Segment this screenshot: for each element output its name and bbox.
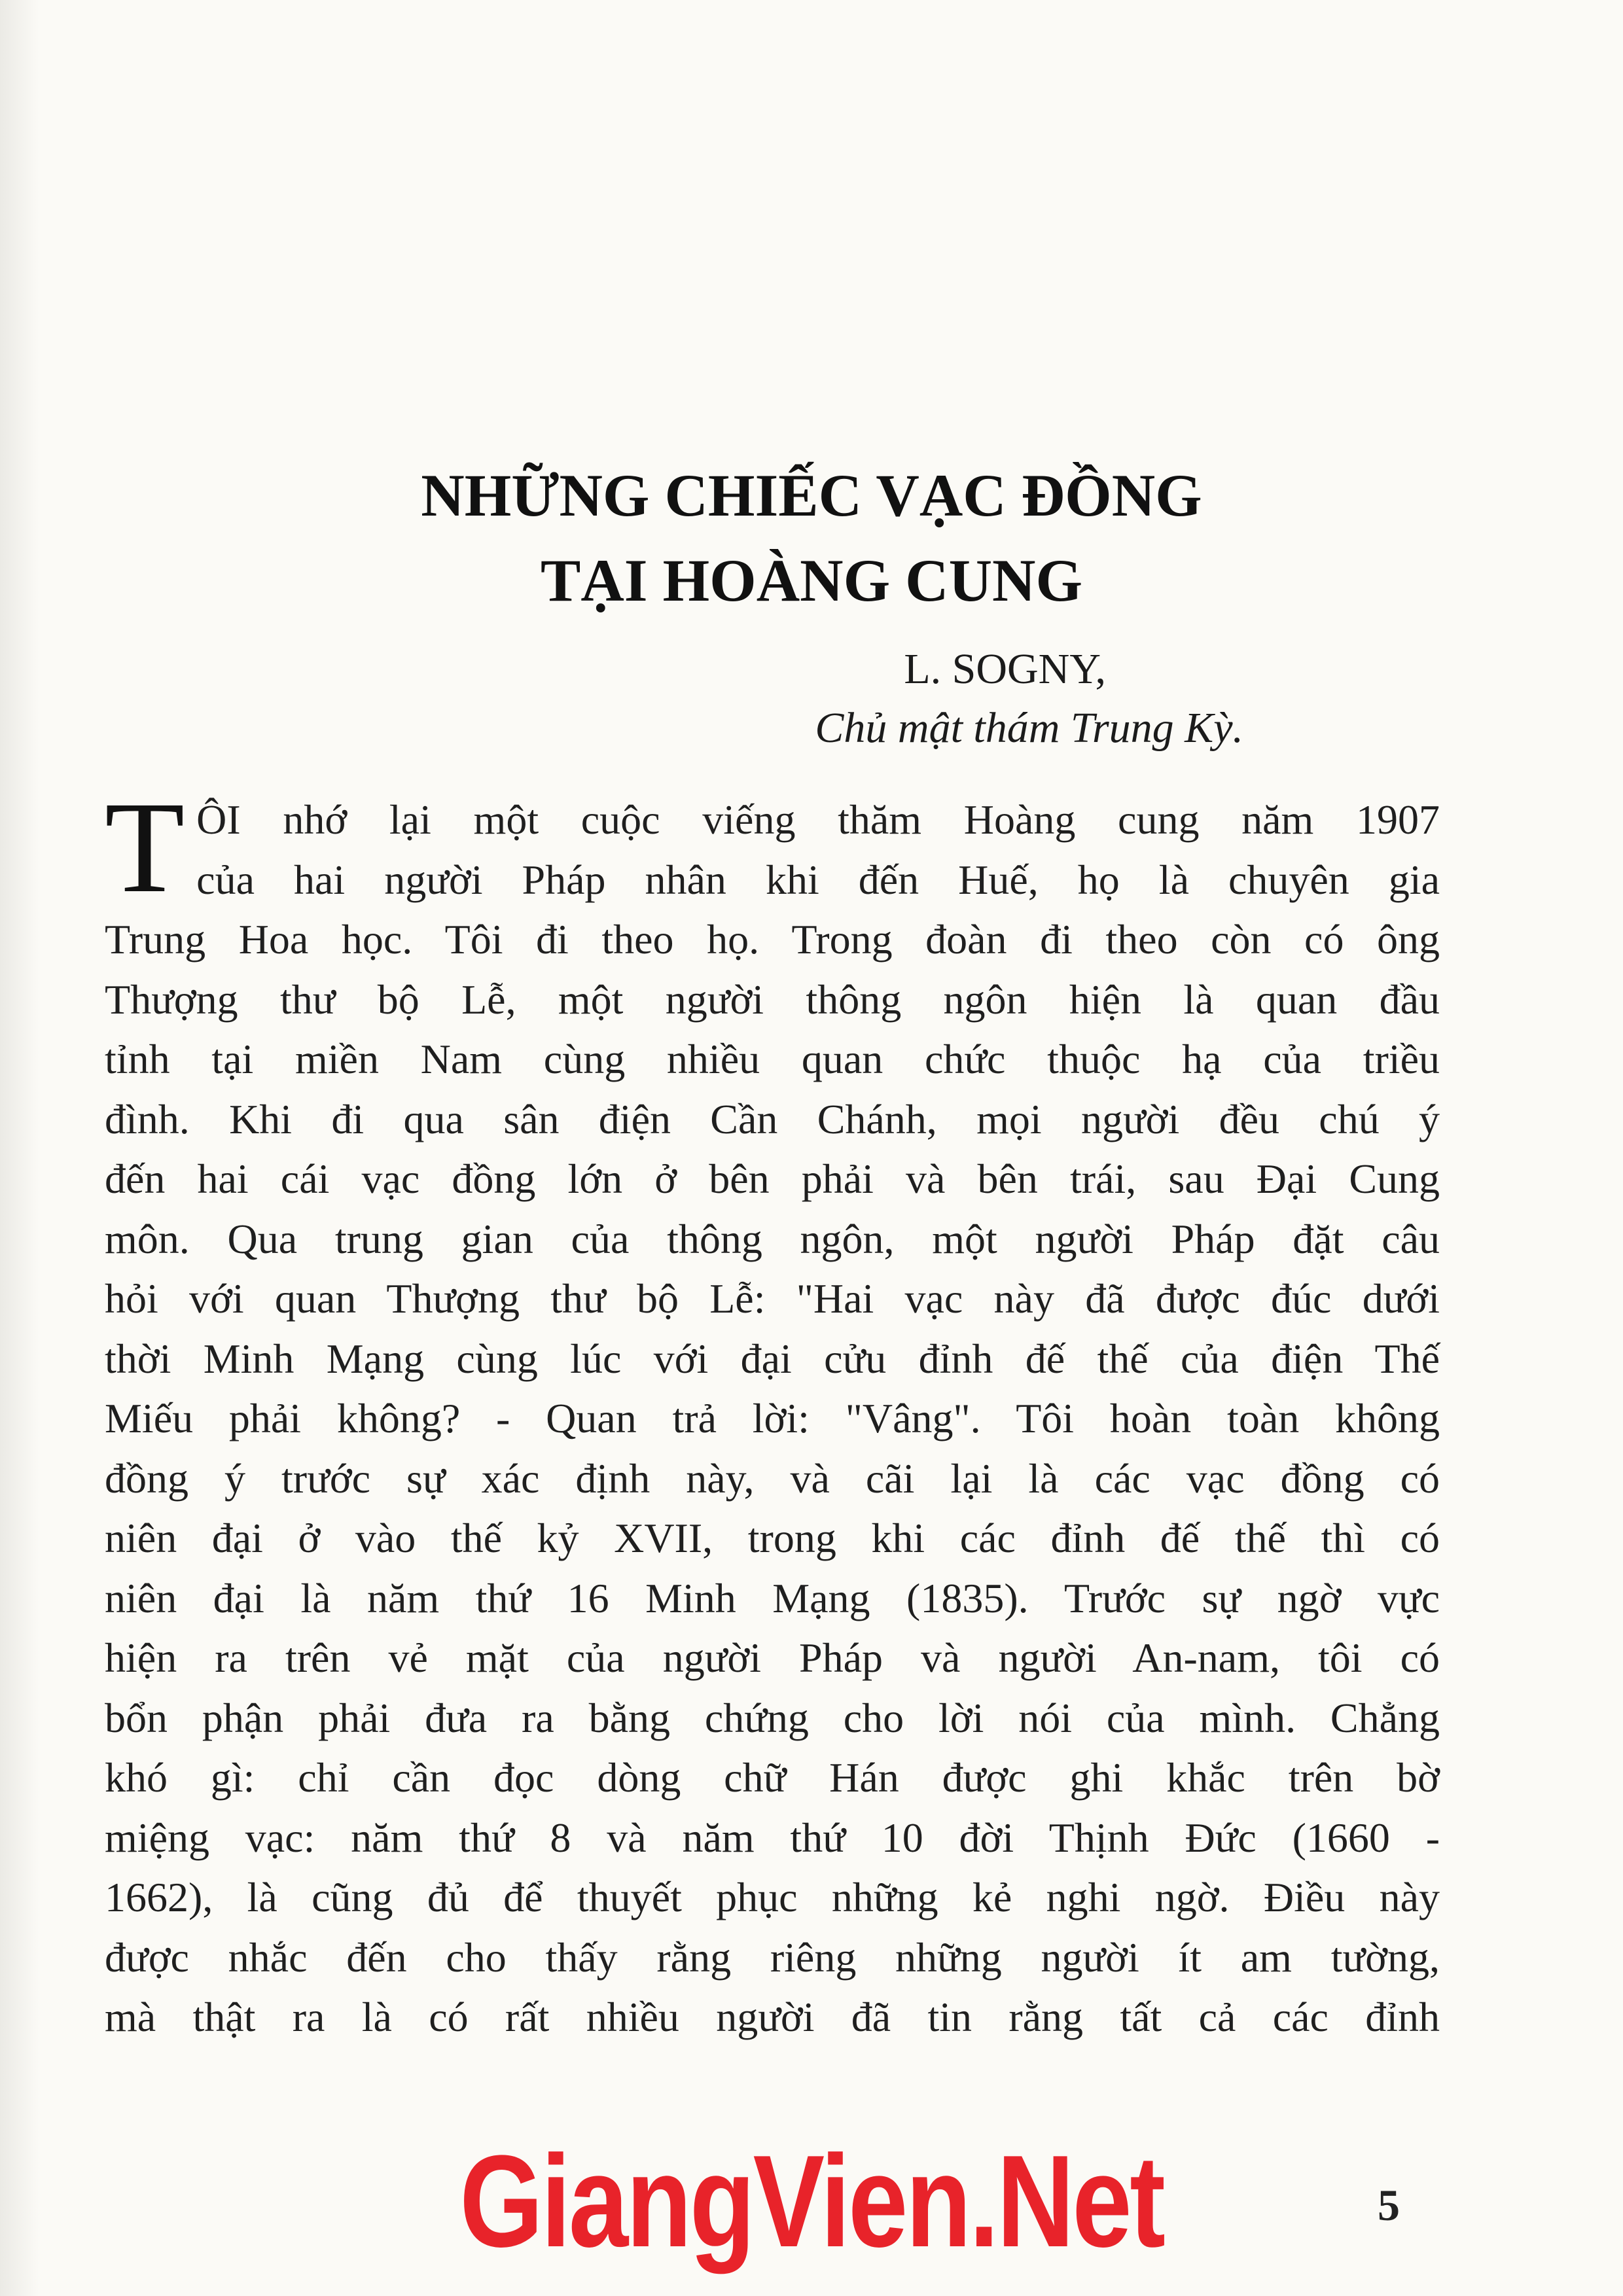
body-line: bổn phận phải đưa ra bằng chứng cho lời nói của mình. Chẳng: [105, 1694, 1440, 1741]
body-line: Thượng thư bộ Lễ, một người thông ngôn hiện là quan đầu: [105, 976, 1440, 1023]
body-line: đình. Khi đi qua sân điện Cần Chánh, mọi người đều chú ý: [105, 1095, 1440, 1142]
watermark-logo: GiangVien.Net: [459, 2128, 1164, 2274]
article-title: [105, 453, 1518, 623]
body-line: Trung Hoa học. Tôi đi theo họ. Trong đoàn đi theo còn có ông: [105, 916, 1440, 963]
article-body: [105, 775, 1440, 2047]
page-edge-shadow: [0, 0, 39, 2296]
drop-cap: T: [105, 775, 185, 920]
body-line: tỉnh tại miền Nam cùng nhiều quan chức thuộc hạ của triều: [105, 1036, 1440, 1082]
body-line: đồng ý trước sự xác định này, và cãi lại là các vạc đồng có: [105, 1455, 1440, 1502]
body-line: mà thật ra là có rất nhiều người đã tin rằng tất cả các đỉnh: [105, 1994, 1440, 2040]
body-line: niên đại là năm thứ 16 Minh Mạng (1835). Trước sự ngờ vực: [105, 1574, 1440, 1621]
body-line: đến hai cái vạc đồng lớn ở bên phải và bên trái, sau Đại Cung: [105, 1156, 1440, 1202]
body-line: ÔI nhớ lại một cuộc viếng thăm Hoàng cung năm 1907: [196, 796, 1440, 843]
body-line: khó gì: chỉ cần đọc dòng chữ Hán được ghi khắc trên bờ: [105, 1754, 1440, 1801]
body-line: môn. Qua trung gian của thông ngôn, một người Pháp đặt câu: [105, 1215, 1440, 1262]
body-line: 1662), là cũng đủ để thuyết phục những kẻ nghi ngờ. Điều này: [105, 1874, 1440, 1920]
body-line: hỏi với quan Thượng thư bộ Lễ: "Hai vạc này đã được đúc dưới: [105, 1275, 1440, 1322]
body-line: hiện ra trên vẻ mặt của người Pháp và người An-nam, tôi có: [105, 1634, 1440, 1681]
body-line: niên đại ở vào thế kỷ XVII, trong khi các đỉnh đế thế thì có: [105, 1515, 1440, 1561]
body-line: thời Minh Mạng cùng lúc với đại cửu đỉnh đế thế của điện Thế: [105, 1335, 1440, 1382]
page-number: 5: [1378, 2180, 1400, 2230]
body-line: Miếu phải không? - Quan trả lời: "Vâng". Tôi hoàn toàn không: [105, 1395, 1440, 1441]
author-role: Chủ mật thám Trung Kỳ.: [815, 704, 1243, 752]
body-line: được nhắc đến cho thấy rằng riêng những người ít am tường,: [105, 1934, 1440, 1981]
title-line-1: NHỮNG CHIẾC VẠC ĐỒNG: [421, 462, 1202, 529]
title-line-2: TẠI HOÀNG CUNG: [540, 547, 1083, 614]
author-name: L. SOGNY,: [904, 645, 1106, 693]
body-line: của hai người Pháp nhân khi đến Huế, họ là chuyên gia: [196, 856, 1440, 903]
body-line: miệng vạc: năm thứ 8 và năm thứ 10 đời Thịnh Đức (1660 -: [105, 1814, 1440, 1861]
